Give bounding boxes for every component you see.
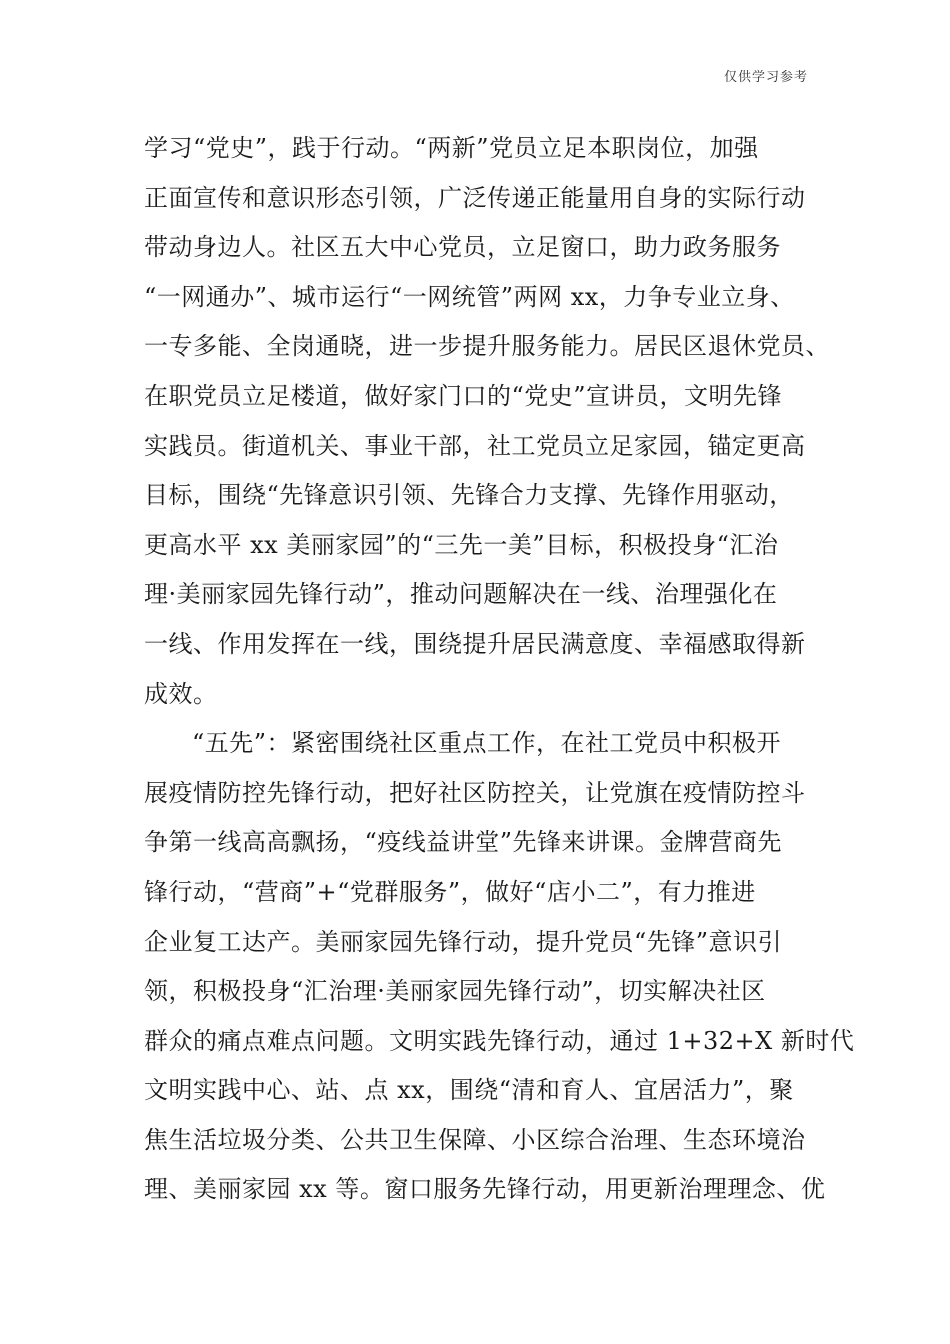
text-line: 文明实践中心、站、点 xx，围绕“清和育人、宜居活力”，聚 bbox=[144, 1076, 794, 1105]
text-line: 理、美丽家园 xx 等。窗口服务先锋行动，用更新治理理念、优 bbox=[144, 1175, 826, 1204]
text-line: 一线、作用发挥在一线，围绕提升居民满意度、幸福感取得新 bbox=[144, 629, 806, 658]
text-line: “一网通办”、城市运行“一网统管”两网 xx，力争专业立身、 bbox=[144, 282, 795, 311]
text-line: 更高水平 xx 美丽家园”的“三先一美”目标，积极投身“汇治 bbox=[144, 530, 779, 559]
text-line: 目标，围绕“先锋意识引领、先锋合力支撑、先锋作用驱动， bbox=[144, 481, 794, 510]
text-line: 带动身边人。社区五大中心党员，立足窗口，助力政务服务 bbox=[144, 233, 781, 262]
text-line: 一专多能、全岗通晓，进一步提升服务能力。居民区退休党员、 bbox=[144, 332, 830, 361]
header-note: 仅供学习参考 bbox=[723, 70, 808, 85]
text-line: 群众的痛点难点问题。文明实践先锋行动，通过 1+32+X 新时代 bbox=[144, 1026, 855, 1055]
text-line: 领，积极投身“汇治理·美丽家园先锋行动”，切实解决社区 bbox=[144, 977, 766, 1006]
text-line: 企业复工达产。美丽家园先锋行动，提升党员“先锋”意识引 bbox=[144, 927, 783, 956]
text-line: 展疫情防控先锋行动，把好社区防控关，让党旗在疫情防控斗 bbox=[144, 778, 806, 807]
text-line: 理·美丽家园先锋行动”，推动问题解决在一线、治理强化在 bbox=[144, 580, 778, 609]
text-line: 在职党员立足楼道，做好家门口的“党史”宣讲员，文明先锋 bbox=[144, 381, 783, 410]
text-line: 学习“党史”，践于行动。“两新”党员立足本职岗位，加强 bbox=[144, 134, 759, 162]
paragraph-start-line: “五先”：紧密围绕社区重点工作，在社工党员中积极开 bbox=[192, 729, 782, 758]
text-line: 争第一线高高飘扬，“疫线益讲堂”先锋来讲课。金牌营商先 bbox=[144, 828, 783, 857]
text-line: 实践员。街道机关、事业干部，社工党员立足家园，锚定更高 bbox=[144, 431, 806, 460]
text-line: 成效。 bbox=[144, 679, 218, 708]
text-line: 焦生活垃圾分类、公共卫生保障、小区综合治理、生态环境治 bbox=[144, 1125, 806, 1154]
text-line: 正面宣传和意识形态引领，广泛传递正能量用自身的实际行动 bbox=[144, 183, 806, 212]
document-body bbox=[144, 124, 855, 1215]
text-line: 锋行动，“营商”+“党群服务”，做好“店小二”，有力推进 bbox=[144, 877, 756, 906]
